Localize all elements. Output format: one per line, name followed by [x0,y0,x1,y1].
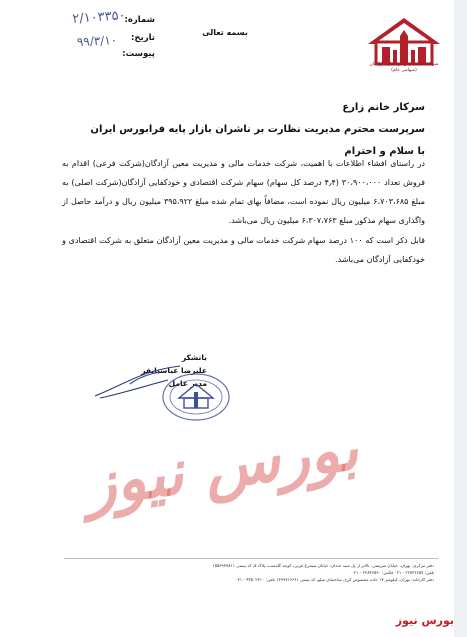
letter-date-value: ۹۹/۳/۱۰ [76,32,118,50]
company-caption-line1: شرکت اقتصادی و خودکفایی آزادگان [369,62,439,67]
sign-thanks: باتشکر [181,353,207,362]
footer-divider [64,558,438,559]
company-stamp [161,372,231,422]
footer-address [70,562,434,583]
number-label: شماره: [124,15,155,25]
signer-name: علیرضا عباسیانفر [141,366,207,375]
attachment-label: پیوست: [122,49,155,59]
watermark-text: بورس نیوز [80,410,363,522]
letter-number-value: ۲/۱۰۳۳۵۰ [71,8,127,27]
bismillah-heading: بسمه تعالی [202,28,248,37]
recipient-title: سرپرست محترم مدیریت نظارت بر ناشران بازار پایه فرابورس ایران [90,124,425,135]
date-label: تاریخ: [131,33,155,43]
corner-brand-logo: بورس نیوز [395,614,454,627]
body-paragraph-2: قابل ذکر است که ۱۰۰ درصد سهام شرکت خدمات مالی و مدیریت معین آزادگان متعلق به شرکت اقتصادی و خودکفایی آزادگان می‌باشد. [62,236,425,264]
body-paragraph-1: در راستای افشاء اطلاعات با اهمیت، شرکت خدمات مالی و مدیریت معین آزادگان(شرکت فرعی) اقدام به فروش تعداد ۳۰،۹۰۰،۰۰۰ (۴٫۴ درصد کل سهام) سهام شرکت اقتصادی و خودکفایی آزادگان(شرکت اصلی) به مبلغ ۶،۷۰۳،۶۸۵ میلیون ریال نموده است، مضافاً بهای تمام شده مبلغ ۳۹۵،۹۲۲ میلیون ریال و درآمد حاصل از واگذاری سهام مذکور مبلغ ۶،۳۰۷،۷۶۳ میلیون ریال می‌باشد. [62,159,425,225]
company-logo-caption [358,62,450,74]
salutation: سرکار خانم زارع [342,102,425,113]
footer-line-2: تلفن: ۲۲۸۴۶۶۵۷ - ۰۲۱ فکس: ۲۲۸۴۶۵۹۰ - ۰۲۱ [351,570,434,575]
sheet-edge [454,0,467,637]
footer-line-1: دفتر مرکزی: تهران، خیابان شریعتی، بالاتر از پل سید خندان، خیابان سیمرغ غربی، کوچه گلدشت، پلاک ۵، کد پستی ۱۵۵۳۹۳۷۸۱۱ [212,563,434,568]
greeting: با سلام و احترام [344,146,425,157]
company-caption-line2: (سهامی عام) [391,68,417,73]
footer-line-3: دفتر کارخانه: تهران، کیلومتر ۱۷ جاده مخصوص کرج، ساختمان میلو، کد پستی ۱۳۹۹۷۱۶۶۶۱ تلفن: ۴۴۵۰۲۳۱۰ - ۰۲۱ [235,577,434,582]
signer-title: مدیر عامل [168,379,207,388]
